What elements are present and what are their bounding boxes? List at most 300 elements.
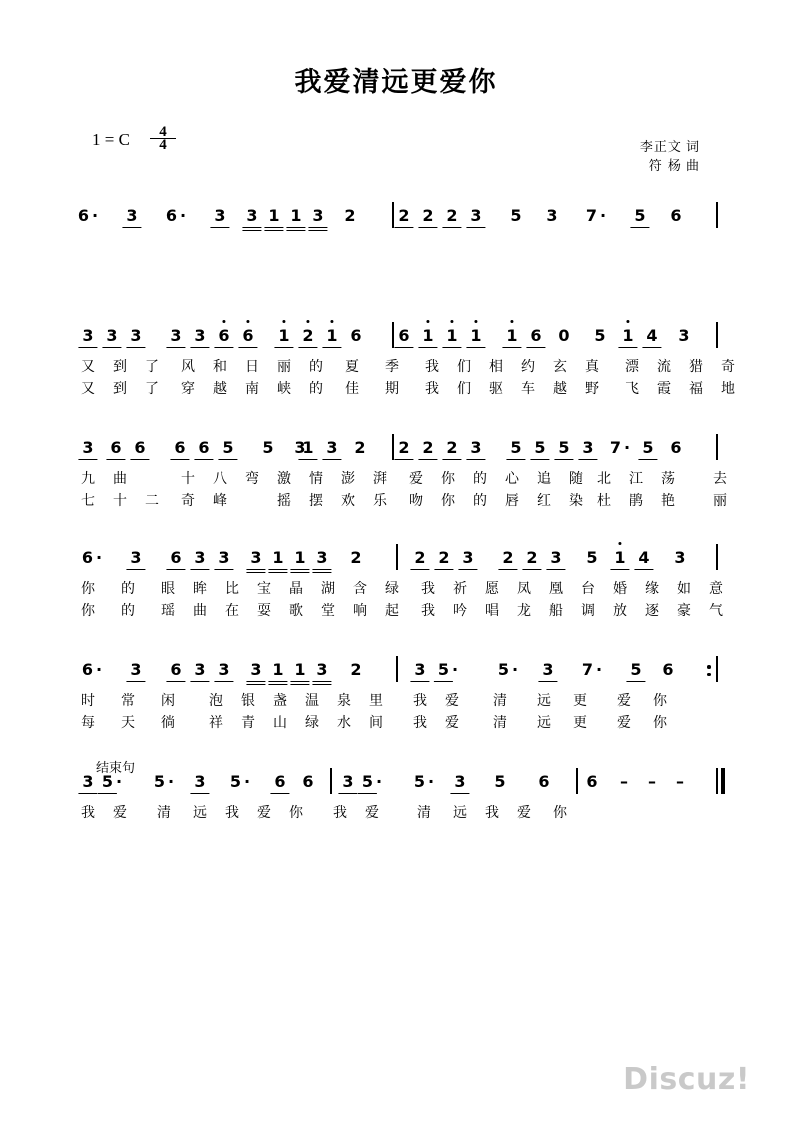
lyric-syllable: 野: [585, 381, 599, 397]
note: 3: [454, 772, 466, 791]
note: 5: [634, 206, 646, 225]
lyric-syllable: 八: [213, 471, 227, 487]
lyric-syllable: 地: [721, 381, 735, 397]
lyric-syllable: 染: [569, 493, 583, 509]
barline: [716, 202, 718, 228]
lyric-syllable: 堂: [321, 603, 335, 619]
note: 2: [354, 438, 366, 457]
lyric-line: [0, 468, 792, 490]
barline: [716, 544, 718, 570]
lyric-syllable: 去: [713, 471, 727, 487]
note: 2: [422, 206, 434, 225]
lyric-syllable: 福: [689, 381, 703, 397]
lyric-syllable: 含: [353, 581, 367, 597]
lyric-syllable: 泡: [209, 693, 223, 709]
note: 6: [110, 438, 122, 457]
note: 6: [302, 772, 314, 791]
note: 3: [582, 438, 594, 457]
lyric-syllable: 日: [245, 359, 259, 375]
note: 1: [272, 548, 284, 567]
note: 3: [218, 660, 230, 679]
note: 3: [130, 548, 142, 567]
lyric-syllable: 唱: [485, 603, 499, 619]
lyric-syllable: 每: [81, 715, 95, 731]
note: 2: [438, 548, 450, 567]
lyric-syllable: 随: [569, 471, 583, 487]
lyric-line: [0, 578, 792, 600]
lyric-syllable: 起: [385, 603, 399, 619]
music-system: [0, 438, 792, 512]
lyric-syllable: 驱: [489, 381, 503, 397]
note: 2: [446, 438, 458, 457]
lyric-syllable: 温: [305, 693, 319, 709]
lyric-syllable: 们: [457, 381, 471, 397]
lyric-syllable: 的: [473, 493, 487, 509]
lyric-syllable: 响: [353, 603, 367, 619]
lyric-syllable: 到: [113, 359, 127, 375]
lyric-syllable: 风: [181, 359, 195, 375]
note: 6: [274, 772, 286, 791]
lyric-syllable: 你: [553, 805, 567, 821]
note: 2: [344, 206, 356, 225]
lyric-syllable: 缘: [645, 581, 659, 597]
lyric-syllable: 乐: [373, 493, 387, 509]
note: 3: [312, 206, 324, 225]
lyric-syllable: 峰: [213, 493, 227, 509]
note-row: [0, 438, 792, 468]
lyric-syllable: 爱: [409, 471, 423, 487]
note: –: [648, 772, 656, 791]
music-system: [0, 548, 792, 622]
lyric-syllable: 凤: [517, 581, 531, 597]
note: 6: [670, 438, 682, 457]
lyric-syllable: 你: [653, 715, 667, 731]
note: 1: [278, 326, 290, 345]
lyric-syllable: 我: [421, 603, 435, 619]
note: 5: [510, 206, 522, 225]
lyric-syllable: 红: [537, 493, 551, 509]
note: 3: [542, 660, 554, 679]
lyric-syllable: 爱: [445, 693, 459, 709]
lyric-syllable: 越: [213, 381, 227, 397]
note: 3: [214, 206, 226, 225]
note: 3: [82, 438, 94, 457]
lyric-syllable: 约: [521, 359, 535, 375]
credit-composer-name: 符 杨: [648, 159, 682, 174]
lyric-syllable: 泉: [337, 693, 351, 709]
lyric-syllable: 我: [485, 805, 499, 821]
lyric-syllable: 了: [145, 359, 159, 375]
note: 3: [470, 438, 482, 457]
lyric-syllable: 吟: [453, 603, 467, 619]
lyric-syllable: 时: [81, 693, 95, 709]
lyric-syllable: 气: [709, 603, 723, 619]
credit-lyricist-name: 李正文: [639, 140, 682, 155]
lyric-syllable: 期: [385, 381, 399, 397]
credit-composer: [640, 157, 700, 176]
lyric-syllable: 追: [537, 471, 551, 487]
lyric-syllable: 瑶: [161, 603, 175, 619]
lyric-syllable: 南: [245, 381, 259, 397]
lyric-line: [0, 490, 792, 512]
lyric-syllable: 我: [421, 581, 435, 597]
note: 7 ·: [585, 206, 607, 225]
lyric-syllable: 爱: [113, 805, 127, 821]
note: 3: [678, 326, 690, 345]
note: 2: [398, 206, 410, 225]
lyric-line: [0, 690, 792, 712]
lyric-syllable: 荡: [661, 471, 675, 487]
lyric-syllable: 我: [413, 715, 427, 731]
lyric-syllable: 如: [677, 581, 691, 597]
note: 6: [398, 326, 410, 345]
note: 2: [526, 548, 538, 567]
note: 5: [558, 438, 570, 457]
lyric-syllable: 常: [121, 693, 135, 709]
note: 6: [170, 660, 182, 679]
note: 1: [622, 326, 634, 345]
lyric-syllable: 猎: [689, 359, 703, 375]
lyric-syllable: 船: [549, 603, 563, 619]
note: 3: [246, 206, 258, 225]
note: 2: [414, 548, 426, 567]
lyric-syllable: 眼: [161, 581, 175, 597]
lyric-line: [0, 802, 792, 824]
barline: [392, 322, 394, 348]
lyric-syllable: 晶: [289, 581, 303, 597]
note: 1: [614, 548, 626, 567]
lyric-syllable: 心: [505, 471, 519, 487]
lyric-line: [0, 378, 792, 400]
lyric-syllable: 你: [81, 581, 95, 597]
note: 3: [106, 326, 118, 345]
note: 4: [646, 326, 658, 345]
time-signature-denominator: 4: [150, 138, 176, 151]
lyric-syllable: 宝: [257, 581, 271, 597]
lyric-syllable: 丽: [277, 359, 291, 375]
lyric-line: [0, 600, 792, 622]
note: 3: [126, 206, 138, 225]
lyric-syllable: 清: [157, 805, 171, 821]
lyric-syllable: 鹃: [629, 493, 643, 509]
lyric-syllable: 奇: [721, 359, 735, 375]
coda-marker: 结束句: [96, 761, 136, 776]
note: 6: [662, 660, 674, 679]
note: 3: [316, 548, 328, 567]
lyric-syllable: 比: [225, 581, 239, 597]
lyric-syllable: 逐: [645, 603, 659, 619]
note: 3: [194, 772, 206, 791]
note: 6 ·: [77, 206, 99, 225]
note: 7 ·: [581, 660, 603, 679]
note: 3: [218, 548, 230, 567]
note: 2: [350, 548, 362, 567]
lyric-syllable: 又: [81, 359, 95, 375]
lyric-syllable: 车: [521, 381, 535, 397]
lyric-syllable: 爱: [517, 805, 531, 821]
lyric-syllable: 佳: [345, 381, 359, 397]
note: 1: [272, 660, 284, 679]
note: 3: [130, 660, 142, 679]
lyric-syllable: 摆: [309, 493, 323, 509]
lyric-line: [0, 712, 792, 734]
lyric-syllable: 天: [121, 715, 135, 731]
lyric-line: [0, 356, 792, 378]
lyric-syllable: 清: [493, 715, 507, 731]
lyric-syllable: 澎: [341, 471, 355, 487]
lyric-syllable: 的: [473, 471, 487, 487]
lyric-syllable: 相: [489, 359, 503, 375]
note: 6: [218, 326, 230, 345]
lyric-syllable: 豪: [677, 603, 691, 619]
note: 6: [530, 326, 542, 345]
credits: [640, 138, 700, 176]
note: 3: [194, 548, 206, 567]
lyric-syllable: 七: [81, 493, 95, 509]
lyric-syllable: 绿: [385, 581, 399, 597]
time-signature: [150, 126, 176, 151]
lyric-syllable: 你: [289, 805, 303, 821]
note: 3: [194, 660, 206, 679]
lyric-syllable: 穿: [181, 381, 195, 397]
lyric-syllable: 清: [417, 805, 431, 821]
lyric-syllable: 龙: [517, 603, 531, 619]
note: 6: [170, 548, 182, 567]
note: 6 ·: [81, 660, 103, 679]
note: 5 ·: [101, 772, 123, 791]
lyric-syllable: 的: [309, 359, 323, 375]
lyric-syllable: 歌: [289, 603, 303, 619]
lyric-syllable: 绿: [305, 715, 319, 731]
lyric-syllable: 十: [113, 493, 127, 509]
barline: [392, 202, 394, 228]
note: 5 ·: [361, 772, 383, 791]
note: 5: [222, 438, 234, 457]
note: 6 ·: [81, 548, 103, 567]
note: 3: [342, 772, 354, 791]
note: –: [676, 772, 684, 791]
barline: [396, 656, 398, 682]
lyric-syllable: 山: [273, 715, 287, 731]
lyric-syllable: 玄: [553, 359, 567, 375]
lyric-syllable: 弯: [245, 471, 259, 487]
note: 5: [510, 438, 522, 457]
lyric-syllable: 间: [369, 715, 383, 731]
page-title: 我爱清远更爱你: [294, 67, 498, 98]
lyric-syllable: 意: [709, 581, 723, 597]
lyric-syllable: 杜: [597, 493, 611, 509]
watermark: Discuz!: [623, 1062, 750, 1097]
note: 1: [290, 206, 302, 225]
note: 3: [470, 206, 482, 225]
repeat-dots: [707, 661, 711, 680]
barline: [576, 768, 578, 794]
lyric-syllable: 远: [193, 805, 207, 821]
note: 2: [502, 548, 514, 567]
lyric-syllable: 夏: [345, 359, 359, 375]
note: 3: [250, 660, 262, 679]
note-row: [0, 206, 792, 236]
lyric-syllable: 的: [121, 581, 135, 597]
lyric-syllable: 越: [553, 381, 567, 397]
note: 3: [546, 206, 558, 225]
lyric-syllable: 青: [241, 715, 255, 731]
lyric-syllable: 在: [225, 603, 239, 619]
lyric-syllable: 吻: [409, 493, 423, 509]
lyric-syllable: 远: [453, 805, 467, 821]
note: 5 ·: [229, 772, 251, 791]
lyric-syllable: 更: [573, 715, 587, 731]
lyric-syllable: 你: [441, 471, 455, 487]
lyric-syllable: 二: [145, 493, 159, 509]
lyric-syllable: 艳: [661, 493, 675, 509]
lyric-syllable: 唇: [505, 493, 519, 509]
lyric-syllable: 我: [81, 805, 95, 821]
music-system: [0, 206, 792, 236]
note: 3: [462, 548, 474, 567]
lyric-syllable: 我: [425, 381, 439, 397]
note: 5: [594, 326, 606, 345]
lyric-syllable: 漂: [625, 359, 639, 375]
note: 5: [586, 548, 598, 567]
note: 6: [134, 438, 146, 457]
note-row: [0, 772, 792, 802]
barline: [716, 656, 718, 682]
lyric-syllable: 江: [629, 471, 643, 487]
note: 5: [534, 438, 546, 457]
note: 2: [398, 438, 410, 457]
lyric-syllable: 的: [309, 381, 323, 397]
note: 2: [350, 660, 362, 679]
credit-composer-role: 曲: [685, 159, 700, 174]
lyric-syllable: 到: [113, 381, 127, 397]
lyric-syllable: 婚: [613, 581, 627, 597]
lyric-syllable: 调: [581, 603, 595, 619]
lyric-syllable: 凰: [549, 581, 563, 597]
lyric-syllable: 飞: [625, 381, 639, 397]
lyric-syllable: 曲: [193, 603, 207, 619]
lyric-syllable: 爱: [617, 693, 631, 709]
lyric-syllable: 里: [369, 693, 383, 709]
lyric-syllable: 情: [309, 471, 323, 487]
note-row: [0, 326, 792, 356]
music-system: [0, 660, 792, 734]
note: 3: [82, 326, 94, 345]
lyric-syllable: 流: [657, 359, 671, 375]
note: 2: [446, 206, 458, 225]
note: 3: [130, 326, 142, 345]
lyric-syllable: 爱: [257, 805, 271, 821]
note: 2: [302, 326, 314, 345]
note: 5: [642, 438, 654, 457]
lyric-syllable: 湖: [321, 581, 335, 597]
note: 1: [268, 206, 280, 225]
lyric-syllable: 北: [597, 471, 611, 487]
lyric-syllable: 闲: [161, 693, 175, 709]
note: 1: [294, 548, 306, 567]
note: 0: [558, 326, 570, 345]
note: 5: [630, 660, 642, 679]
note-row: [0, 660, 792, 690]
note: 6: [198, 438, 210, 457]
note: 1: [470, 326, 482, 345]
note: 7 ·: [609, 438, 631, 457]
lyric-syllable: 十: [181, 471, 195, 487]
note: 3: [550, 548, 562, 567]
lyric-syllable: 眸: [193, 581, 207, 597]
note: 3: [170, 326, 182, 345]
note: 5 ·: [153, 772, 175, 791]
note: 6: [586, 772, 598, 791]
lyric-syllable: 我: [225, 805, 239, 821]
note: 3: [674, 548, 686, 567]
lyric-syllable: 们: [457, 359, 471, 375]
lyric-syllable: 清: [493, 693, 507, 709]
note: 5: [262, 438, 274, 457]
lyric-syllable: 爱: [445, 715, 459, 731]
lyric-syllable: 霞: [657, 381, 671, 397]
lyric-syllable: 湃: [373, 471, 387, 487]
note: 3: [294, 438, 306, 457]
lyric-syllable: 的: [121, 603, 135, 619]
note: 6: [242, 326, 254, 345]
note: 3: [82, 772, 94, 791]
note: 1: [294, 660, 306, 679]
lyric-syllable: 激: [277, 471, 291, 487]
note: 3: [194, 326, 206, 345]
lyric-syllable: 奇: [181, 493, 195, 509]
lyric-syllable: 盏: [273, 693, 287, 709]
time-signature-numerator: 4: [159, 124, 167, 140]
lyric-syllable: 愿: [485, 581, 499, 597]
lyric-syllable: 欢: [341, 493, 355, 509]
lyric-syllable: 我: [425, 359, 439, 375]
note: 5: [494, 772, 506, 791]
lyric-syllable: 远: [537, 693, 551, 709]
lyric-syllable: 你: [81, 603, 95, 619]
music-system: [0, 326, 792, 400]
barline: [392, 434, 394, 460]
note: 5 ·: [437, 660, 459, 679]
barline: [716, 434, 718, 460]
lyric-syllable: 了: [145, 381, 159, 397]
lyric-syllable: 耍: [257, 603, 271, 619]
lyric-syllable: 更: [573, 693, 587, 709]
credit-lyricist-role: 词: [685, 140, 700, 155]
lyric-syllable: 九: [81, 471, 95, 487]
lyric-syllable: 放: [613, 603, 627, 619]
barline: [716, 322, 718, 348]
note: 1: [446, 326, 458, 345]
lyric-syllable: 真: [585, 359, 599, 375]
lyric-syllable: 你: [653, 693, 667, 709]
lyric-syllable: 季: [385, 359, 399, 375]
note: 3: [316, 660, 328, 679]
barline: [396, 544, 398, 570]
lyric-syllable: 祈: [453, 581, 467, 597]
lyric-syllable: 徜: [161, 715, 175, 731]
note: 1: [422, 326, 434, 345]
note-row: [0, 548, 792, 578]
lyric-syllable: 远: [537, 715, 551, 731]
note: 6: [174, 438, 186, 457]
note: 4: [638, 548, 650, 567]
note: 1: [302, 438, 314, 457]
note: 3: [250, 548, 262, 567]
lyric-syllable: 爱: [617, 715, 631, 731]
note: 1: [506, 326, 518, 345]
lyric-syllable: 我: [413, 693, 427, 709]
